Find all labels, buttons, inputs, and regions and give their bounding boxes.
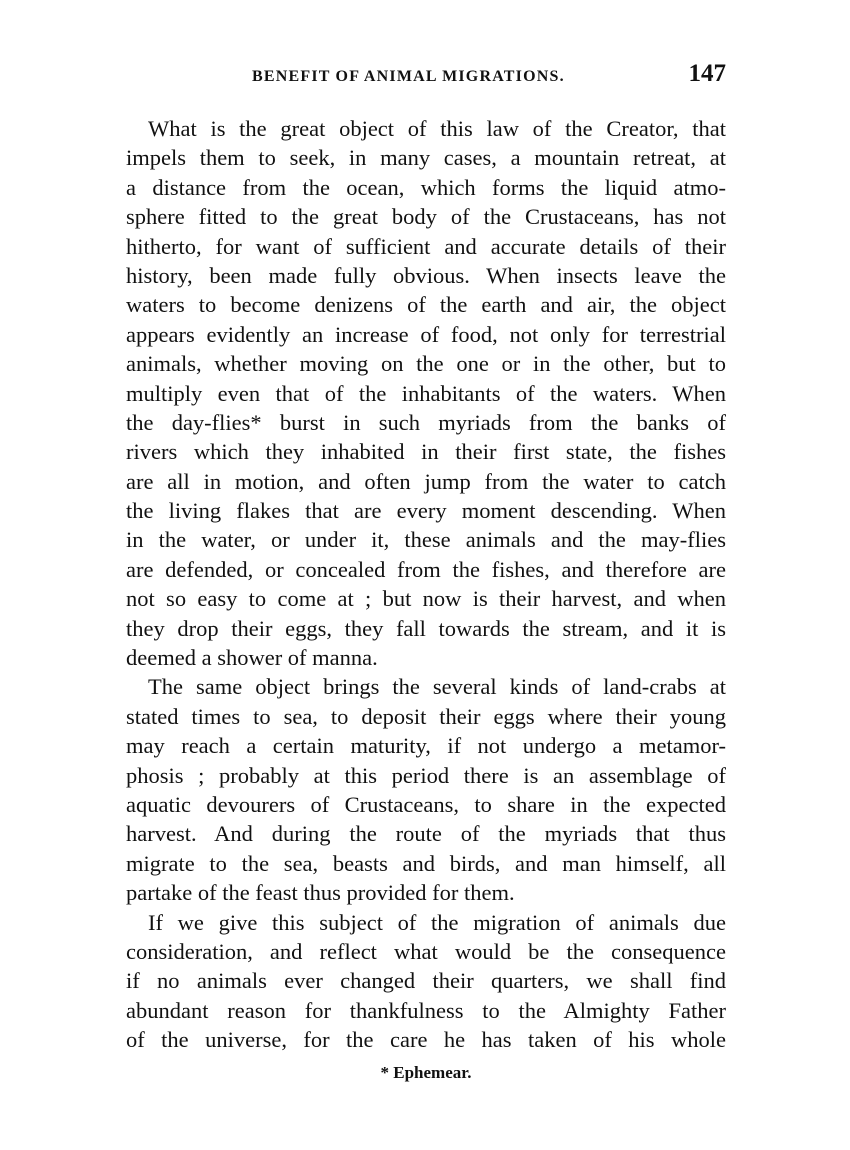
paragraph-3-line: abundant reason for thankfulness to the Almighty Father — [126, 997, 726, 1023]
paragraph-1-line: sphere fitted to the great body of the Crustaceans, has not — [126, 204, 726, 230]
paragraph-2-line: partake of the feast thus provided for them. — [126, 880, 515, 906]
paragraph-1-line: impels them to seek, in many cases, a mountain retreat, at — [126, 145, 726, 171]
paragraph-1-line: not so easy to come at ; but now is their harvest, and when — [126, 586, 726, 612]
paragraph-3-line: consideration, and reflect what would be the consequence — [126, 938, 726, 964]
paragraph-3-line: of the universe, for the care he has taken of his whole — [126, 1027, 726, 1053]
paragraph-2-line: may reach a certain maturity, if not undergo a metamor- — [126, 733, 726, 759]
paragraph-1-line: hitherto, for want of sufficient and accurate details of their — [126, 233, 726, 259]
paragraph-1-line: a distance from the ocean, which forms the liquid atmo- — [126, 174, 726, 200]
paragraph-1-line: animals, whether moving on the one or in the other, but to — [126, 351, 726, 377]
paragraph-1-line: they drop their eggs, they fall towards the stream, and it is — [126, 615, 726, 641]
paragraph-1-line: multiply even that of the inhabitants of the waters. When — [126, 380, 726, 406]
paragraph-2-line: migrate to the sea, beasts and birds, and man himself, all — [126, 850, 726, 876]
running-head — [126, 60, 726, 94]
paragraph-2-line: stated times to sea, to deposit their eggs where their young — [126, 703, 726, 729]
paragraph-1-line: rivers which they inhabited in their first state, the fishes — [126, 439, 726, 465]
paragraph-2-line: The same object brings the several kinds of land-crabs at — [148, 674, 726, 700]
paragraph-1-line: What is the great object of this law of the Creator, that — [148, 116, 726, 141]
paragraph-2-line: phosis ; probably at this period there is an assemblage of — [126, 762, 726, 788]
paragraph-1-line: deemed a shower of manna. — [126, 645, 378, 671]
paragraph-2-line: aquatic devourers of Crustaceans, to share in the expected — [126, 791, 726, 817]
body-text — [126, 114, 726, 1055]
paragraph-3-line: If we give this subject of the migration of animals due — [148, 909, 726, 935]
paragraph-1-line: in the water, or under it, these animals and the may-flies — [126, 527, 726, 553]
paragraph-2-line: harvest. And during the route of the myriads that thus — [126, 821, 726, 847]
paragraph-1-line: the living flakes that are every moment descending. When — [126, 498, 726, 524]
running-title: BENEFIT OF ANIMAL MIGRATIONS. — [252, 68, 565, 85]
paragraph-1-line: history, been made fully obvious. When insects leave the — [126, 262, 726, 288]
paragraph-1-line: the day-flies* burst in such myriads from the banks of — [126, 409, 726, 435]
footnote: * Ephemear. — [380, 1063, 472, 1082]
page-number: 147 — [688, 60, 726, 87]
paragraph-1-line: waters to become denizens of the earth and air, the object — [126, 292, 726, 318]
paragraph-1-line: appears evidently an increase of food, not only for terrestrial — [126, 321, 726, 347]
paragraph-3-line: if no animals ever changed their quarters, we shall find — [126, 968, 726, 994]
paragraph-1-line: are defended, or concealed from the fishes, and therefore are — [126, 556, 726, 582]
paragraph-1-line: are all in motion, and often jump from the water to catch — [126, 468, 726, 494]
